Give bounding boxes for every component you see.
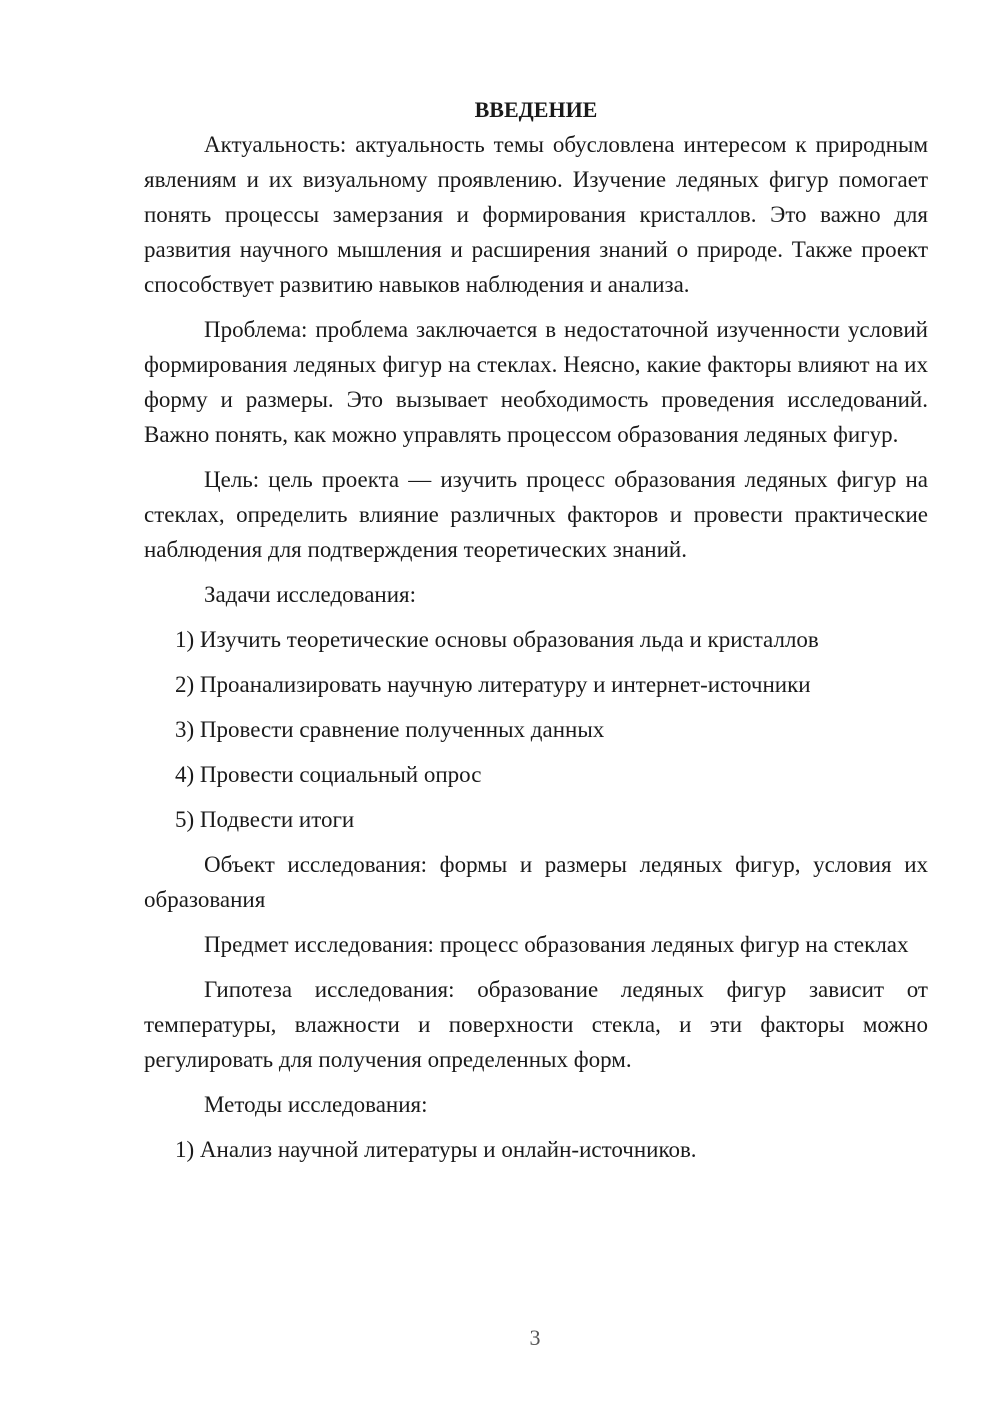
paragraph-relevance: Актуальность: актуальность темы обусловлена интересом к природным явлениям и их визуальному проявлению. Изучение ледяных фигур помогает понять процессы замерзания и формирования кристаллов. Это важно для развития научного мышления и расширения знаний о природе. Также проект способствует развитию навыков наблюдения и анализа. <box>144 132 928 297</box>
page-content <box>144 92 928 1167</box>
page-title: ВВЕДЕНИЕ <box>474 97 598 122</box>
list-item: 1) Анализ научной литературы и онлайн-источников. <box>175 1137 697 1162</box>
tasks-list <box>144 622 928 837</box>
list-item: 1) Изучить теоретические основы образования льда и кристаллов <box>175 627 819 652</box>
paragraph-problem: Проблема: проблема заключается в недостаточной изученности условий формирования ледяных фигур на стеклах. Неясно, какие факторы влияют на их форму и размеры. Это вызывает необходимость проведения исследований. Важно понять, как можно управлять процессом образования ледяных фигур. <box>144 317 928 447</box>
tasks-heading: Задачи исследования: <box>204 582 417 607</box>
methods-list <box>144 1132 928 1167</box>
list-item: 3) Провести сравнение полученных данных <box>175 717 605 742</box>
paragraph-goal: Цель: цель проекта — изучить процесс образования ледяных фигур на стеклах, определить влияние различных факторов и провести практические наблюдения для подтверждения теоретических знаний. <box>144 467 928 562</box>
paragraph-hypothesis: Гипотеза исследования: образование ледяных фигур зависит от температуры, влажности и поверхности стекла, и эти факторы можно регулировать для получения определенных форм. <box>144 977 928 1072</box>
list-item: 5) Подвести итоги <box>175 807 355 832</box>
paragraph-object: Объект исследования: формы и размеры ледяных фигур, условия их образования <box>144 852 928 912</box>
list-item: 4) Провести социальный опрос <box>175 762 482 787</box>
methods-heading: Методы исследования: <box>204 1092 428 1117</box>
paragraph-subject: Предмет исследования: процесс образования ледяных фигур на стеклах <box>204 932 909 957</box>
page-number: 3 <box>529 1325 541 1350</box>
list-item: 2) Проанализировать научную литературу и интернет-источники <box>175 672 811 697</box>
